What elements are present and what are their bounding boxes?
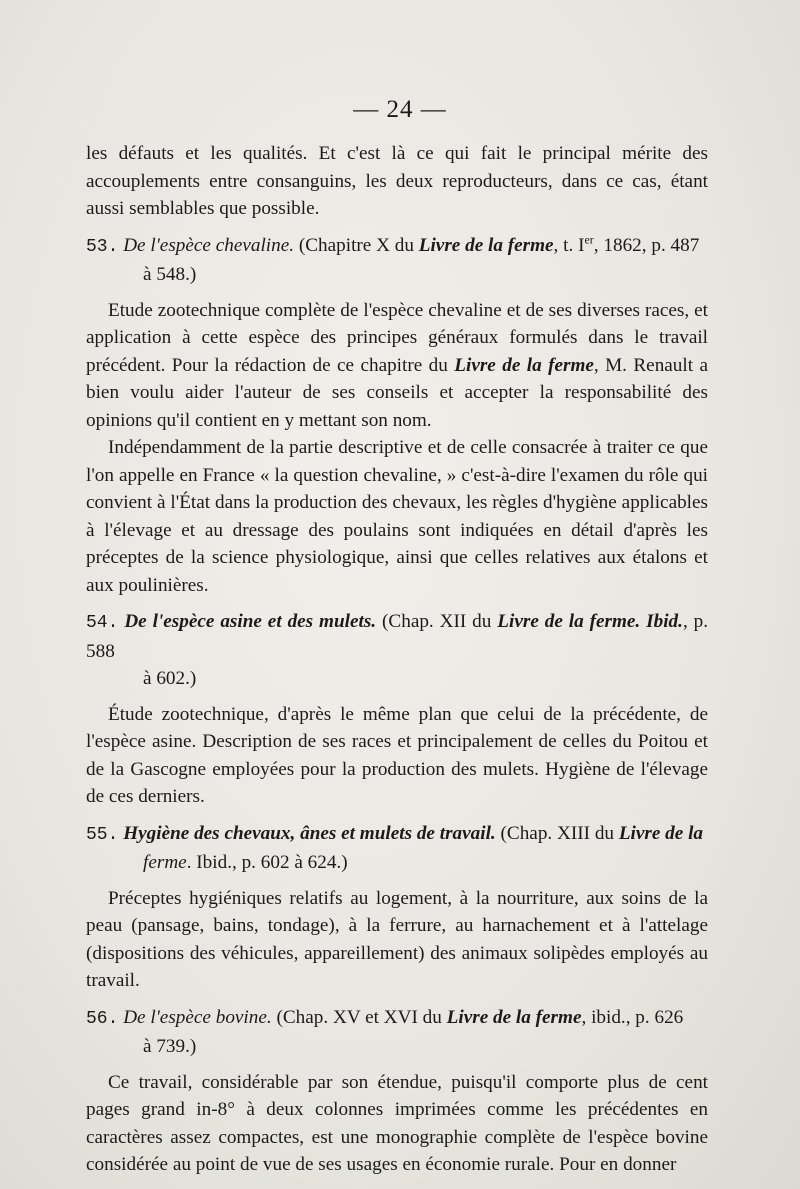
paragraph-53b: Indépendamment de la partie descriptive et de celle consacrée à traiter ce que l'on appelle en France « la question chevaline, » c'est-à-dire l'examen du rôle qui convient à l'État dans la production des chevaux, les règles d'hygiène applicables à l'élevage et au dressage des poulains sont indiquées en détail d'après les préceptes de la science physiologique, ainsi que celles relatives aux étalons et aux poulinières. bbox=[86, 437, 708, 596]
entry-ref-post: , ibid., p. 626 bbox=[581, 1006, 684, 1028]
entry-title: De l'espèce chevaline. bbox=[123, 234, 295, 256]
entry-ref-cont: . Ibid., p. 602 à 624.) bbox=[186, 852, 348, 873]
entry-ref-mid: , t. I bbox=[553, 234, 585, 256]
book-title: Livre de la bbox=[618, 822, 703, 844]
paragraph-55: Préceptes hygiéniques relatifs au logement, à la nourriture, aux soins de la peau (pansage, bains, tondage), à la ferrure, au harnachement et à l'attelage (dispositions des véhicules, appareillement) des animaux solipèdes employés au travail. bbox=[86, 887, 708, 991]
paragraph-text: , M. Renault a bien voulu aider l'auteur de ses conseils et accepter la responsabilité des opinions qu'il contient en y mettant son nom. bbox=[86, 354, 708, 431]
entry-55-continuation bbox=[86, 849, 708, 877]
entry-55-heading bbox=[86, 820, 708, 850]
paragraph-54: Étude zootechnique, d'après le même plan que celui de la précédente, de l'espèce asine. Description de ses races et principalement de celles du Poitou et de la Gascogne employées pour la production des mulets. Hygiène de l'élevage de ces derniers. bbox=[86, 703, 708, 807]
page-body bbox=[86, 140, 708, 1179]
page-number: — 24 — bbox=[353, 96, 447, 123]
entry-53-heading bbox=[86, 232, 708, 262]
entry-number: 54. bbox=[86, 613, 119, 633]
book-title: Livre de la ferme. Ibid. bbox=[497, 611, 683, 632]
entry-number: 56. bbox=[86, 1008, 119, 1029]
entry-title: De l'espèce bovine. bbox=[123, 1006, 272, 1028]
entry-ref-pre: (Chapitre X du bbox=[298, 234, 414, 256]
book-title: Livre de la ferme bbox=[418, 234, 554, 256]
entry-54-heading bbox=[86, 608, 708, 665]
entry-55 bbox=[86, 820, 708, 877]
entry-56-continuation: à 739.) bbox=[143, 1036, 197, 1057]
entry-54-continuation: à 602.) bbox=[143, 668, 197, 689]
entry-ref-post: , p. 588 bbox=[86, 611, 709, 662]
entry-ref-pre: (Chap. XV et XVI du bbox=[276, 1006, 442, 1028]
paragraph-53a bbox=[86, 297, 708, 435]
book-title: ferme bbox=[143, 852, 187, 873]
entry-number: 53. bbox=[86, 236, 119, 257]
superscript: er bbox=[584, 232, 594, 247]
entry-number: 55. bbox=[86, 824, 119, 845]
book-title: Livre de la ferme bbox=[446, 1006, 582, 1028]
entry-ref-pre: (Chap. XIII du bbox=[500, 822, 615, 844]
entry-53-continuation: à 548.) bbox=[143, 264, 197, 285]
entry-56 bbox=[86, 1004, 708, 1061]
entry-53 bbox=[86, 232, 708, 289]
book-title: Livre de la ferme bbox=[454, 354, 594, 376]
paragraph-text: Etude zootechnique complète de l'espèce chevaline et de ses diverses races, et application à cette espèce des principes généraux formulés dans le travail précédent. Pour la rédaction de ce chapitre du bbox=[86, 299, 708, 376]
entry-ref-post: , 1862, p. 487 bbox=[593, 234, 700, 256]
entry-title: Hygiène des chevaux, ânes et mulets de travail. bbox=[123, 822, 496, 844]
entry-ref-pre: (Chap. XII du bbox=[382, 611, 492, 632]
entry-54 bbox=[86, 608, 708, 693]
entry-56-heading bbox=[86, 1004, 708, 1034]
paragraph-56: Ce travail, considérable par son étendue, puisqu'il comporte plus de cent pages grand in-8° à deux colonnes imprimées comme les précédentes en caractères assez compactes, est une monographie complète de l'espèce bovine considérée au point de vue de ses usages en économie rurale. Pour en donner bbox=[86, 1071, 708, 1175]
entry-title: De l'espèce asine et des mulets. bbox=[124, 611, 377, 632]
paragraph-continued: les défauts et les qualités. Et c'est là ce qui fait le principal mérite des accouplements entre consanguins, les deux reproducteurs, dans ce cas, étant aussi semblables que possible. bbox=[86, 143, 708, 219]
